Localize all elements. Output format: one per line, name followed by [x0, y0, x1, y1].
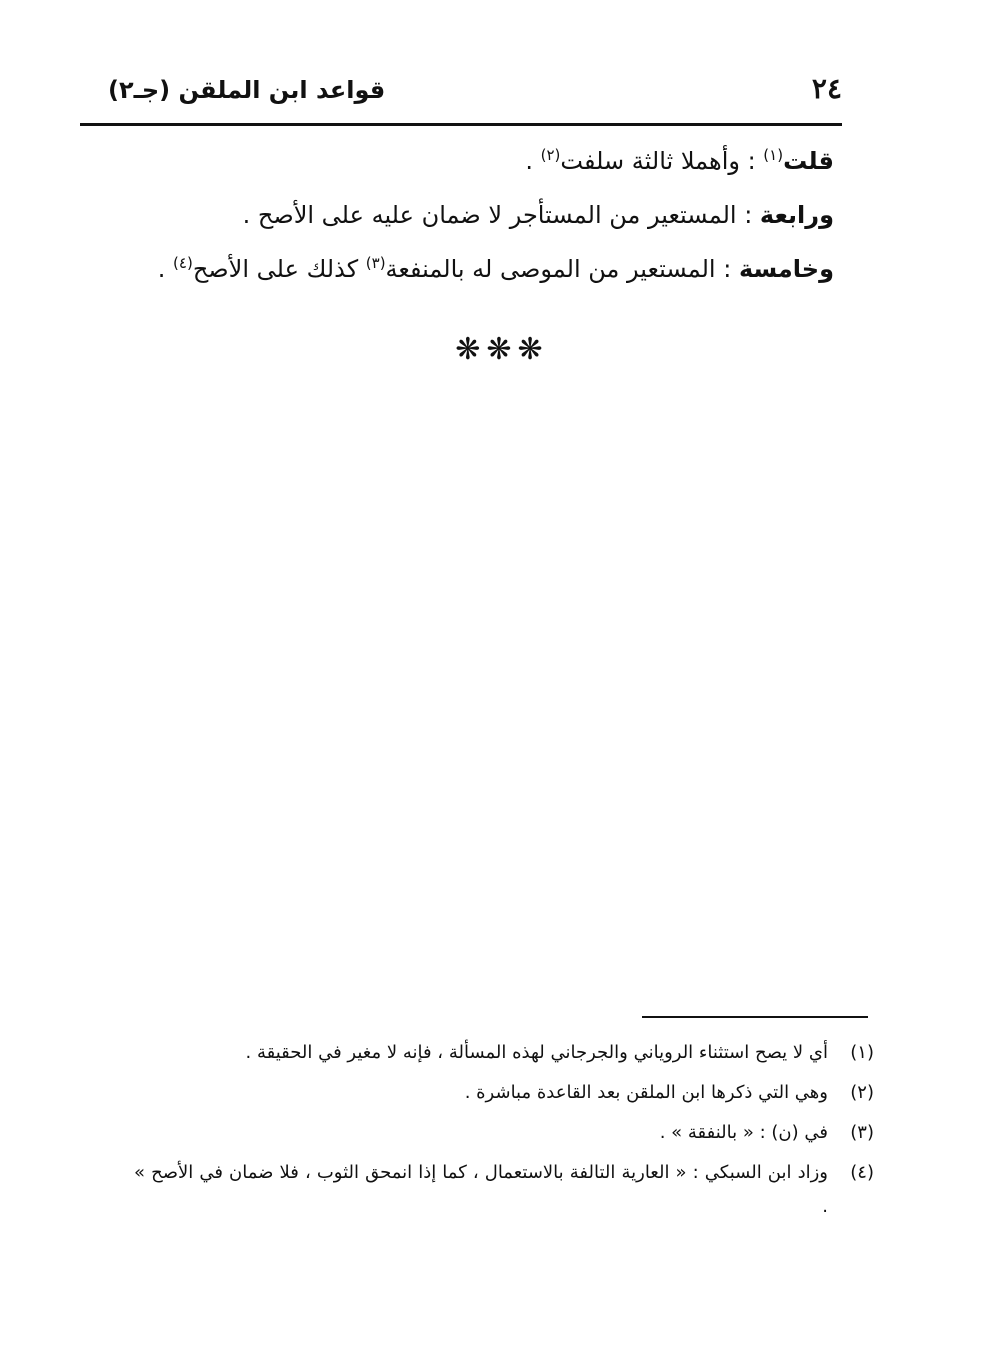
- footnote-ref: (٣): [365, 254, 386, 272]
- text-line-2: [134, 188, 834, 242]
- line-text: : وأهملا ثالثة سلفت: [560, 147, 764, 175]
- header-divider: [80, 123, 842, 126]
- line-text: : المستعير من الموصى له بالمنفعة: [385, 255, 739, 283]
- text-line-1: [134, 134, 834, 188]
- main-text: [134, 134, 834, 296]
- section-end-ornament: ❋❋❋: [455, 332, 549, 367]
- term-label: ورابعة: [759, 201, 834, 229]
- page-number: ٢٤: [811, 72, 842, 105]
- footnote-number: (٣): [850, 1122, 874, 1143]
- footnote-item: [134, 1036, 874, 1070]
- page-header: [80, 66, 850, 124]
- footnote-text: أي لا يصح استثناء الروياني والجرجاني لهذه المسألة ، فإنه لا مغير في الحقيقة .: [245, 1042, 828, 1063]
- footnotes-section: [134, 1036, 874, 1230]
- term-label: قلت: [783, 147, 834, 175]
- footnote-ref: (١): [763, 146, 784, 164]
- footnote-number: (٢): [850, 1082, 874, 1103]
- text-line-3: [134, 242, 834, 296]
- footnote-ref: (٤): [173, 254, 193, 272]
- footnote-ref: (٢): [540, 146, 561, 164]
- footnote-item: [134, 1156, 874, 1224]
- footnote-text: وزاد ابن السبكي : « العارية التالفة بالاستعمال ، كما إذا انمحق الثوب ، فلا ضمان في الأصح » .: [134, 1162, 828, 1217]
- footnote-item: [134, 1076, 874, 1110]
- footnote-item: [134, 1116, 874, 1150]
- line-text-continued: كذلك على الأصح: [192, 255, 366, 283]
- footnote-text: وهي التي ذكرها ابن الملقن بعد القاعدة مباشرة .: [464, 1082, 828, 1103]
- line-text: : المستعير من المستأجر لا ضمان عليه على الأصح .: [242, 201, 760, 229]
- footnote-text: في (ن) : « بالنفقة » .: [659, 1122, 828, 1143]
- footnote-number: (١): [850, 1042, 874, 1063]
- footnote-divider: [642, 1016, 868, 1018]
- line-end: .: [525, 147, 541, 175]
- line-end: .: [157, 255, 174, 283]
- term-label: وخامسة: [738, 255, 834, 283]
- footnote-number: (٤): [850, 1162, 874, 1183]
- running-title: قواعد ابن الملقن (جـ٢): [108, 76, 386, 104]
